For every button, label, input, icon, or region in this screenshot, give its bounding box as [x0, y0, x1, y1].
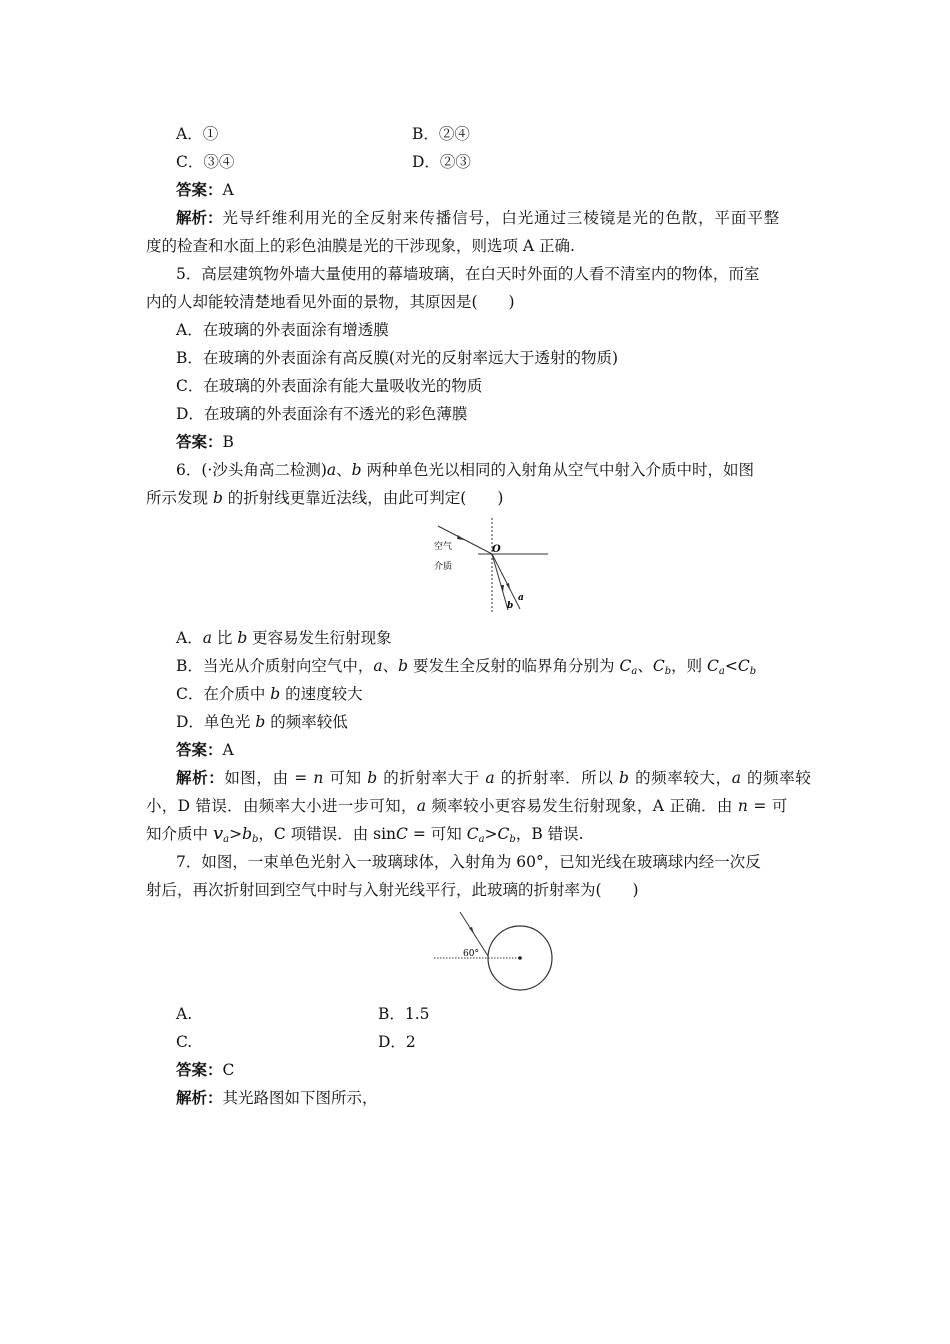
analysis-label: 解析：: [176, 208, 223, 227]
var-a: a: [718, 666, 725, 677]
q5-stem-line-1: 5．高层建筑物外墙大量使用的幕墙玻璃，在白天时外面的人看不清室内的物体，而室: [176, 265, 760, 283]
analysis-text: ，B 错误.: [515, 825, 584, 843]
var-b: b: [664, 666, 672, 677]
var-b: b: [367, 769, 378, 787]
q4-analysis-line-2: 度的检查和水面上的彩色油膜是光的干涉现象，则选项 A 正确.: [146, 237, 575, 255]
q5-answer: [176, 428, 234, 456]
var-a: a: [373, 657, 383, 675]
var-b: b: [270, 685, 281, 703]
var-b: b: [252, 834, 259, 845]
answer-value: A: [222, 741, 234, 759]
refracted-ray-b: [492, 554, 508, 610]
var-v: v: [212, 823, 224, 844]
analysis-label: 解析：: [176, 768, 225, 787]
refracted-ray-a: [492, 554, 520, 609]
option-text: B．当光从介质射向空气中，: [176, 657, 374, 675]
analysis-text: 的折射率大于: [377, 769, 486, 787]
glass-sphere-diagram: [430, 908, 560, 996]
q7-option-d: D．2: [378, 1033, 416, 1051]
angle-label: 60°: [463, 949, 479, 959]
analysis-text: 的频率较大，: [629, 769, 732, 787]
analysis-text: ，C 项错误．由 sin: [258, 825, 397, 843]
label-air: 空气: [434, 542, 453, 552]
q7-answer: [176, 1056, 234, 1084]
option-text: 更容易发生衍射现象: [247, 629, 392, 647]
stem-text: 所示发现: [146, 489, 213, 507]
q4-option-d: D．②③: [412, 153, 471, 171]
ray-a-arrow-icon: [506, 583, 510, 590]
label-o: O: [492, 544, 501, 555]
var-b: b: [749, 666, 757, 677]
incident-arrow-icon: [469, 927, 474, 934]
q7-option-c: C.: [176, 1033, 193, 1051]
var-b: b: [351, 461, 362, 479]
q6-option-a: [176, 624, 392, 652]
q5-option-d: D．在玻璃的外表面涂有不透光的彩色薄膜: [176, 405, 468, 423]
q4-analysis-line-1: [176, 204, 780, 232]
q5-option-b: B．在玻璃的外表面涂有高反膜(对光的反射率远大于透射的物质): [176, 349, 618, 367]
refraction-diagram: [428, 514, 552, 614]
q4-option-a: A．①: [176, 125, 219, 143]
q7-stem-line-2: 射后，再次折射回到空气中时与入射光线平行，此玻璃的折射率为( ): [146, 881, 639, 899]
var-a: a: [631, 666, 638, 677]
var-b: b: [398, 657, 409, 675]
analysis-text: 光导纤维利用光的全反射来传播信号，白光通过三棱镜是光的色散，平面平整: [222, 209, 781, 227]
stem-text: 6．(·沙头角高二检测): [176, 461, 327, 479]
q4-answer: [176, 176, 234, 204]
var-a: a: [223, 834, 230, 845]
q6-stem-line-1: 6．(·沙头角高二检测)a、b 两种单色光以相同的入射角从空气中射入介质中时，如图: [176, 461, 755, 479]
stem-text: 两种单色光以相同的入射角从空气中射入介质中时，如图: [366, 461, 755, 479]
var-a: a: [485, 769, 496, 787]
q6-option-d: [176, 708, 348, 736]
var-b: b: [509, 834, 516, 845]
option-text: A．: [176, 629, 203, 647]
analysis-text: >: [229, 825, 243, 843]
var-b: b: [242, 825, 253, 843]
analysis-text: 知介质中: [146, 825, 213, 843]
var-n: n: [313, 769, 324, 787]
answer-value: C: [222, 1061, 235, 1079]
sphere-center-dot: [518, 956, 522, 960]
var-a: a: [731, 769, 742, 787]
var-c: C: [396, 825, 408, 843]
q6-option-b: B．当光从介质射向空气中，a、b 要发生全反射的临界角分别为 $C_a$、$C_b$，则 $C_a<C_b$: [176, 657, 757, 677]
q6-analysis-line-3: 知介质中 $v_a>b_b$，C 项错误．由 sinC = 可知 $C_a>C_b$，B 错误.: [146, 823, 584, 845]
option-text: 的频率较低: [265, 713, 348, 731]
var-a: a: [202, 629, 212, 647]
incident-arrow-icon: [457, 535, 464, 540]
q4-option-c: C．③④: [176, 153, 235, 171]
var-b: b: [212, 489, 223, 507]
analysis-text: 其光路图如下图所示，: [222, 1089, 378, 1107]
answer-label: 答案：: [176, 740, 223, 759]
q6-analysis-line-1: [176, 764, 811, 792]
analysis-text: = 可: [748, 797, 788, 815]
stem-text: 的折射线更靠近法线，由此可判定( ): [222, 489, 504, 507]
q7-stem-line-1: 7．如图，一束单色光射入一玻璃球体，入射角为 60°，已知光线在玻璃球内经一次反: [176, 853, 761, 871]
analysis-text: 的频率较: [741, 769, 812, 787]
analysis-text: 的折射率．所以: [495, 769, 620, 787]
q6-option-c: [176, 680, 363, 708]
q7-analysis-line-1: [176, 1084, 378, 1112]
label-b: b: [507, 601, 514, 611]
analysis-text: = 可知: [407, 825, 467, 843]
option-text: ，则: [671, 657, 708, 675]
q5-stem-line-2: 内的人却能较清楚地看见外面的景物，其原因是( ): [146, 293, 515, 311]
var-a: a: [416, 797, 427, 815]
var-a: a: [326, 461, 337, 479]
q7-option-b: B．1.5: [378, 1005, 430, 1023]
var-n: n: [737, 797, 749, 815]
answer-label: 答案：: [176, 1060, 223, 1079]
var-b: b: [255, 713, 266, 731]
q5-option-c: C．在玻璃的外表面涂有能大量吸收光的物质: [176, 377, 483, 395]
analysis-text: 频率较小更容易发生衍射现象，A 正确．由: [426, 797, 738, 815]
label-medium: 介质: [434, 562, 453, 572]
q6-stem-line-2: [146, 484, 503, 512]
q5-option-a: A．在玻璃的外表面涂有增透膜: [176, 321, 389, 339]
var-b: b: [619, 769, 630, 787]
option-text: D．单色光: [176, 713, 256, 731]
analysis-text: 可知: [323, 769, 368, 787]
answer-label: 答案：: [176, 180, 223, 199]
var-b: b: [237, 629, 248, 647]
answer-value: B: [222, 433, 234, 451]
option-text: C．在介质中: [176, 685, 271, 703]
answer-label: 答案：: [176, 432, 223, 451]
analysis-label: 解析：: [176, 1088, 223, 1107]
label-a: a: [518, 593, 524, 603]
analysis-text: 小，D 错误．由频率大小进一步可知，: [146, 797, 417, 815]
analysis-text: 如图，由 =: [224, 769, 314, 787]
q6-answer: [176, 736, 234, 764]
q4-option-b: B．②④: [412, 125, 470, 143]
q6-analysis-line-2: [146, 792, 788, 820]
var-a: a: [478, 834, 485, 845]
option-text: 比: [211, 629, 238, 647]
option-text: 要发生全反射的临界角分别为: [408, 657, 620, 675]
q7-option-a: A.: [176, 1005, 193, 1023]
option-text: 的速度较大: [280, 685, 363, 703]
answer-value: A: [222, 181, 234, 199]
